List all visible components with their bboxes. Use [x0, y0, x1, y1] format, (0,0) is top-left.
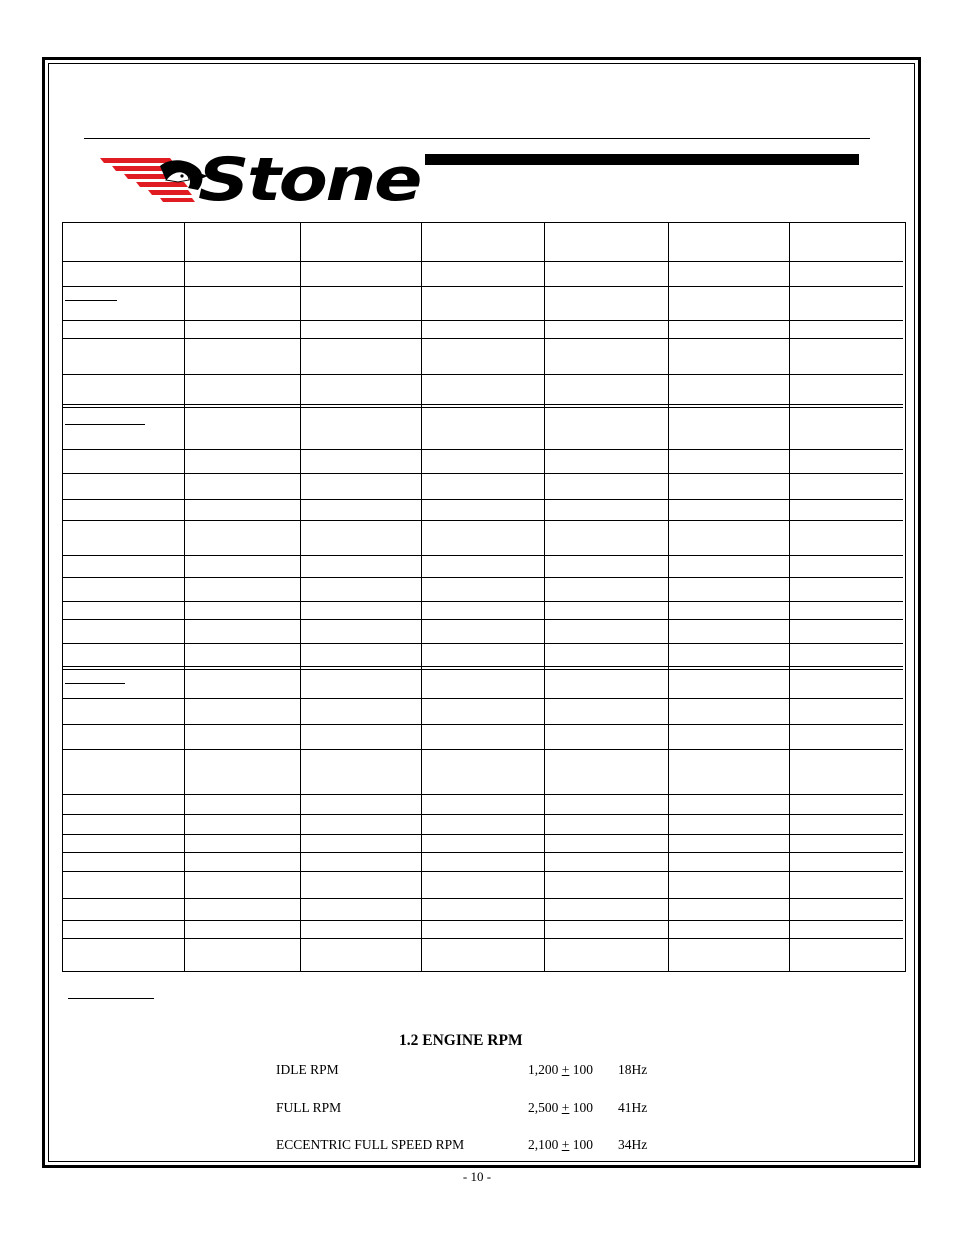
table-row-divider — [63, 898, 903, 899]
rpm-label: ECCENTRIC FULL SPEED RPM — [276, 1137, 465, 1152]
table-row-divider — [63, 520, 903, 521]
section-underline — [65, 683, 125, 684]
header-black-bar — [425, 154, 859, 165]
header-rule — [84, 138, 870, 139]
table-row-divider — [63, 619, 903, 620]
table-column-divider — [668, 223, 669, 971]
table-row-divider — [63, 643, 903, 644]
table-row-divider — [63, 338, 903, 339]
table-column-divider — [184, 223, 185, 971]
rpm-value: 2,100 + 100 — [528, 1137, 593, 1152]
page-number: - 10 - — [462, 1169, 492, 1184]
rpm-label: IDLE RPM — [276, 1062, 339, 1077]
table-row-divider — [63, 374, 903, 375]
stone-logo — [100, 146, 425, 204]
section-underline — [65, 424, 145, 425]
table-row-divider — [63, 404, 903, 405]
notes-underline — [68, 998, 154, 999]
table-row-divider — [63, 261, 903, 262]
table-row-divider — [63, 666, 903, 667]
spec-table-grid — [62, 222, 906, 972]
table-column-divider — [421, 223, 422, 971]
section-underline — [65, 300, 117, 301]
table-row-divider — [63, 794, 903, 795]
table-row-divider — [63, 499, 903, 500]
rpm-value: 1,200 + 100 — [528, 1062, 593, 1077]
table-column-divider — [544, 223, 545, 971]
table-row-divider — [63, 601, 903, 602]
table-row-divider — [63, 449, 903, 450]
table-row-divider — [63, 852, 903, 853]
table-row-divider — [63, 749, 903, 750]
table-row-divider — [63, 920, 903, 921]
rpm-frequency: 41Hz — [618, 1100, 648, 1115]
table-row-divider — [63, 724, 903, 725]
table-row-divider — [63, 555, 903, 556]
rpm-label: FULL RPM — [276, 1100, 342, 1115]
table-row-divider — [63, 834, 903, 835]
table-row-divider — [63, 669, 903, 670]
table-row-divider — [63, 814, 903, 815]
section-title: 1.2 ENGINE RPM — [399, 1032, 523, 1049]
rpm-frequency: 34Hz — [618, 1137, 648, 1152]
rpm-value: 2,500 + 100 — [528, 1100, 593, 1115]
table-row-divider — [63, 473, 903, 474]
table-row-divider — [63, 577, 903, 578]
logo-wordmark: Stone — [198, 146, 421, 204]
table-row-divider — [63, 407, 903, 408]
table-row-divider — [63, 320, 903, 321]
table-row-divider — [63, 286, 903, 287]
rpm-frequency: 18Hz — [618, 1062, 648, 1077]
table-row-divider — [63, 698, 903, 699]
table-row-divider — [63, 938, 903, 939]
table-column-divider — [789, 223, 790, 971]
table-column-divider — [300, 223, 301, 971]
table-row-divider — [63, 871, 903, 872]
